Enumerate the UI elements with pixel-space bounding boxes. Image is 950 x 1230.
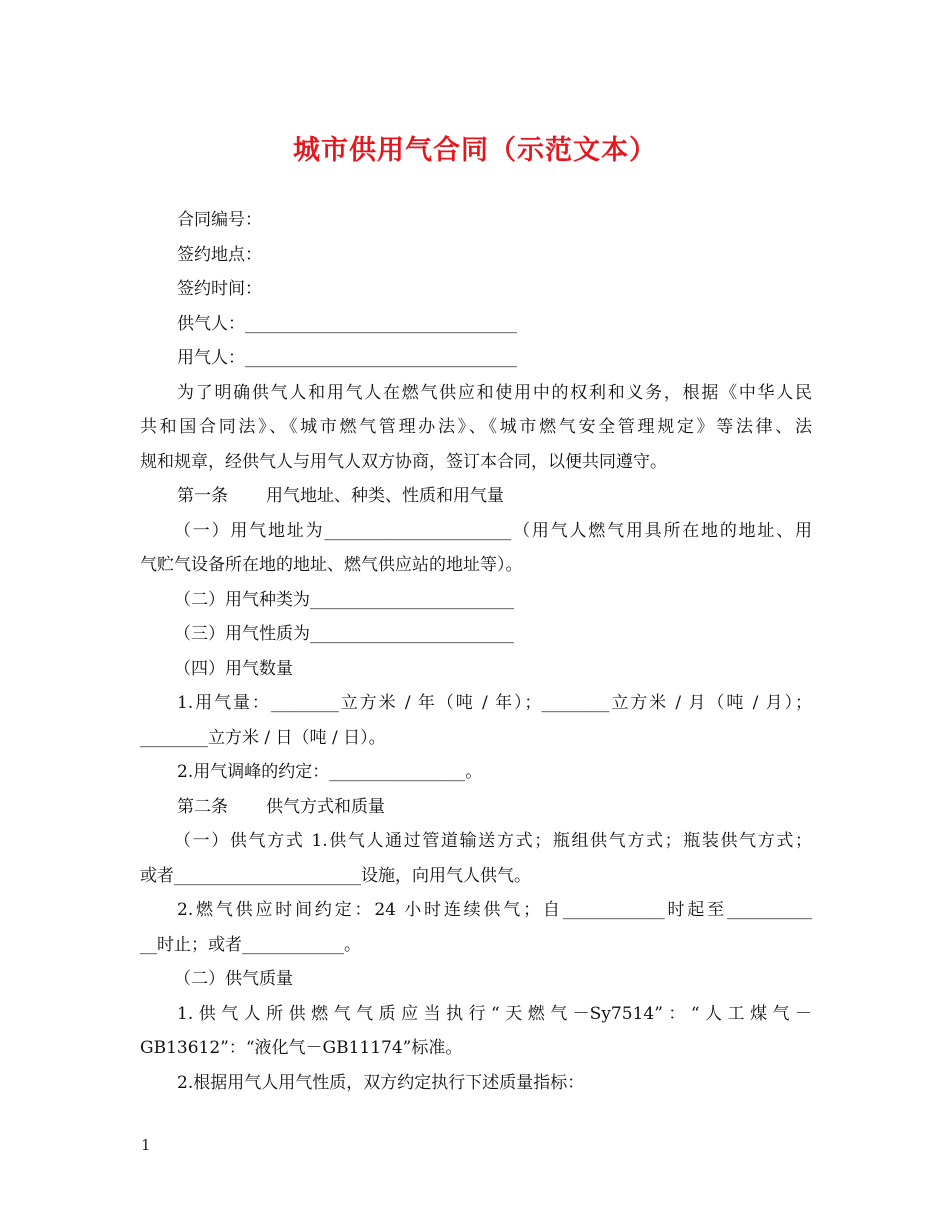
user-line: 用气人：________________________________ xyxy=(177,348,517,368)
article-2-title: 供气方式和质量 xyxy=(266,796,385,817)
article-2-item-2-2: 2.根据用气人用气性质，双方约定执行下述质量指标： xyxy=(177,1072,585,1093)
article-2-item-2-1-line-2: GB13612”：“液化气－GB11174”标准。 xyxy=(140,1038,463,1058)
article-2-item-1-line-1: （一）供气方式 1.供气人通过管道输送方式；瓶组供气方式；瓶装供气方式； xyxy=(174,831,812,851)
article-1-label: 第一条 xyxy=(177,486,228,506)
article-1-item-4-2: 2.用气调峰的约定：________________。 xyxy=(177,762,483,782)
article-1-item-4: （四）用气数量 xyxy=(174,658,293,679)
supplier-line: 供气人：________________________________ xyxy=(177,313,517,334)
document-body xyxy=(140,203,812,1100)
intro-paragraph-line-3: 规和规章，经供气人与用气人双方协商，签订本合同，以便共同遵守。 xyxy=(140,451,667,472)
article-2-item-1-2-line-2: __时止；或者____________。 xyxy=(140,934,361,955)
sign-place-line: 签约地点： xyxy=(177,244,262,265)
article-2-item-1-line-2: 或者______________________设施，向用气人供气。 xyxy=(140,865,531,886)
intro-paragraph-line-1: 为了明确供气人和用气人在燃气供应和使用中的权利和义务，根据《中华人民 xyxy=(177,382,812,403)
article-1-heading xyxy=(140,479,812,514)
article-1-title: 用气地址、种类、性质和用气量 xyxy=(266,486,504,506)
article-2-item-2: （二）供气质量 xyxy=(174,969,293,989)
article-1-item-1-line-2: 气贮气设备所在地的地址、燃气供应站的地址等）。 xyxy=(140,555,523,575)
document-title: 城市供用气合同（示范文本） xyxy=(293,135,657,166)
intro-paragraph-line-2: 共和国合同法》、《城市燃气管理办法》、《城市燃气安全管理规定》等法律、法 xyxy=(140,417,812,437)
article-1-item-2: （二）用气种类为________________________ xyxy=(174,589,514,610)
sign-time-line: 签约时间： xyxy=(177,279,262,299)
page-number: 1 xyxy=(141,1136,151,1154)
contract-number-line: 合同编号： xyxy=(177,210,262,230)
article-1-item-1-line-1: （一）用气地址为______________________（用气人燃气用具所在地的地址、用 xyxy=(174,520,812,541)
article-2-item-1-2-line-1: 2.燃气供应时间约定：24 小时连续供气；自____________时起至__________ xyxy=(177,900,812,920)
article-1-item-3: （三）用气性质为________________________ xyxy=(174,624,514,644)
article-1-item-4-1-line-2: ________立方米 / 日（吨 / 日）。 xyxy=(140,727,386,748)
article-1-item-4-1-line-1: 1.用气量：________立方米 / 年（吨 / 年）；________立方米 / 月（吨 / 月）； xyxy=(177,693,812,713)
article-2-heading xyxy=(140,790,812,825)
article-2-item-2-1-line-1: 1.供气人所供燃气气质应当执行“天燃气－Sy7514”：“人工煤气－ xyxy=(177,1003,812,1024)
article-2-label: 第二条 xyxy=(177,796,228,817)
